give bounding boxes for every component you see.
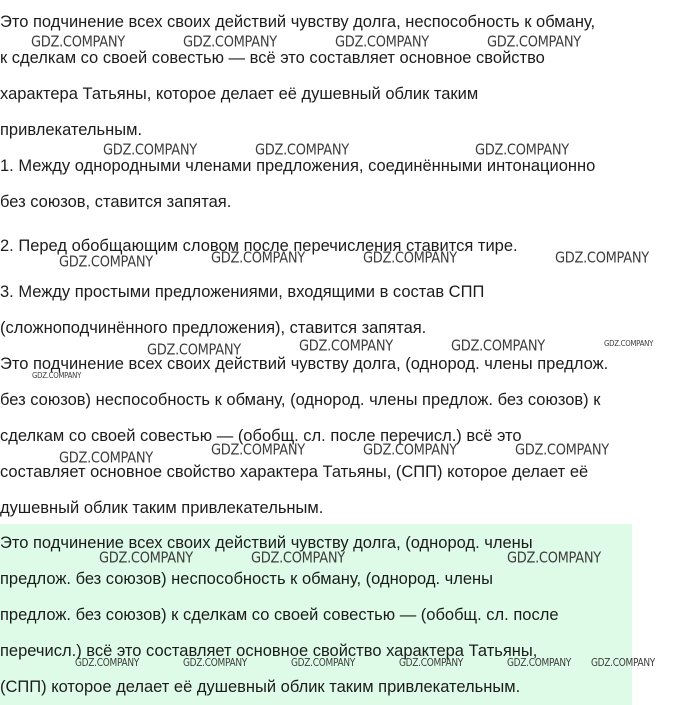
watermark: GDZ.COMPANY — [604, 339, 654, 349]
watermark: GDZ.COMPANY — [487, 34, 581, 52]
watermark: GDZ.COMPANY — [475, 142, 569, 160]
text-line: характера Татьяны, которое делает её душевный облик таким — [0, 85, 479, 103]
watermark: GDZ.COMPANY — [399, 658, 464, 670]
watermark: GDZ.COMPANY — [335, 34, 429, 52]
watermark: GDZ.COMPANY — [251, 550, 345, 568]
watermark: GDZ.COMPANY — [103, 142, 197, 160]
watermark: GDZ.COMPANY — [291, 658, 356, 670]
watermark: GDZ.COMPANY — [591, 658, 656, 670]
watermark: GDZ.COMPANY — [75, 658, 140, 670]
text-line: предлож. без союзов) к сделкам со своей совестью — (обобщ. сл. после — [0, 606, 559, 624]
watermark: GDZ.COMPANY — [183, 34, 277, 52]
watermark: GDZ.COMPANY — [363, 250, 457, 268]
watermark: GDZ.COMPANY — [183, 658, 248, 670]
paragraph-intro — [0, 4, 595, 148]
text-line: предлож. без союзов) неспособность к обману, (однород. члены — [0, 570, 494, 588]
text-line: привлекательным. — [0, 121, 143, 139]
text-line: составляет основное свойство характера Татьяны, (СПП) которое делает её — [0, 463, 589, 481]
watermark: GDZ.COMPANY — [59, 254, 153, 272]
watermark: GDZ.COMPANY — [555, 250, 649, 268]
text-line: (сложноподчинённого предложения), ставится запятая. — [0, 319, 427, 337]
rule-3 — [0, 274, 484, 346]
text-line: душевный облик таким привлекательным. — [0, 499, 324, 517]
watermark: GDZ.COMPANY — [507, 658, 572, 670]
text-line: Это подчинение всех своих действий чувству долга, (однород. члены — [0, 534, 533, 552]
watermark: GDZ.COMPANY — [59, 450, 153, 468]
watermark: GDZ.COMPANY — [99, 550, 193, 568]
watermark: GDZ.COMPANY — [507, 550, 601, 568]
watermark: GDZ.COMPANY — [32, 371, 82, 381]
text-line: Это подчинение всех своих действий чувству долга, (однород. члены предлож. — [0, 355, 609, 373]
watermark: GDZ.COMPANY — [31, 34, 125, 52]
watermark: GDZ.COMPANY — [211, 250, 305, 268]
text-line: Это подчинение всех своих действий чувству долга, неспособность к обману, — [0, 13, 596, 31]
text-line: перечисл.) всё это составляет основное свойство характера Татьяны, — [0, 642, 538, 660]
text-line: 1. Между однородными членами предложения, соединёнными интонационно — [0, 157, 596, 175]
watermark: GDZ.COMPANY — [147, 342, 241, 360]
watermark: GDZ.COMPANY — [299, 338, 393, 356]
text-line: (СПП) которое делает её душевный облик таким привлекательным. — [0, 678, 521, 696]
text-line: сделкам со своей совестью — (обобщ. сл. после перечисл.) всё это — [0, 427, 522, 445]
text-line: без союзов, ставится запятая. — [0, 193, 232, 211]
watermark: GDZ.COMPANY — [363, 442, 457, 460]
watermark: GDZ.COMPANY — [211, 442, 305, 460]
text-line: без союзов) неспособность к обману, (однород. члены предлож. без союзов) к — [0, 391, 601, 409]
text-line: 3. Между простыми предложениями, входящими в состав СПП — [0, 283, 485, 301]
watermark: GDZ.COMPANY — [515, 442, 609, 460]
annotated-sentence — [0, 346, 608, 526]
text-line: к сделкам со своей совестью — всё это составляет основное свойство — [0, 49, 545, 67]
watermark: GDZ.COMPANY — [451, 338, 545, 356]
watermark: GDZ.COMPANY — [255, 142, 349, 160]
text-line: 2. Перед обобщающим словом после перечисления ставится тире. — [0, 237, 518, 255]
